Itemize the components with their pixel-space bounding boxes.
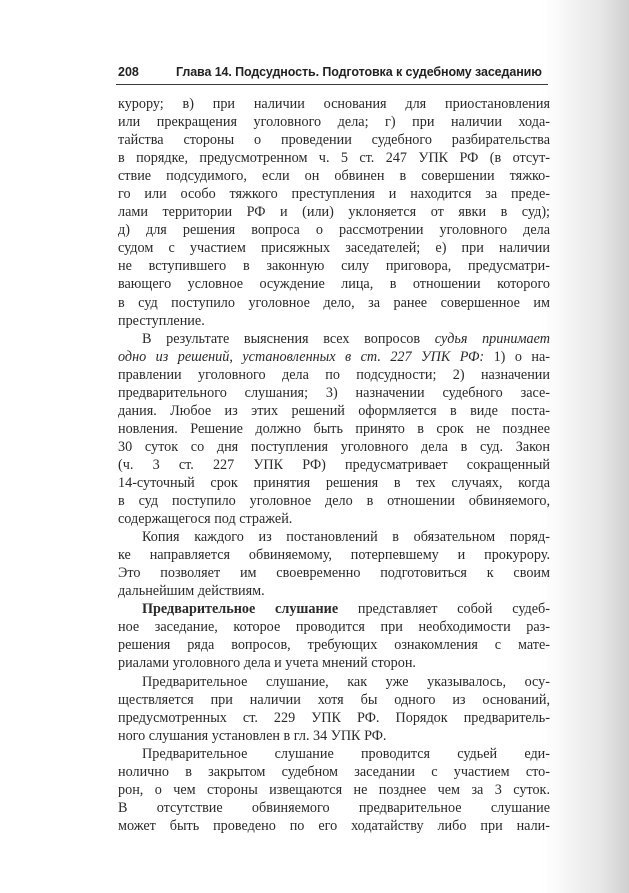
bold-term: Предварительное слушание	[142, 601, 339, 618]
text-line: лами территории РФ и (или) уклоняется от явки в суд);	[118, 204, 550, 221]
text-line: 30 суток со дня поступления уголовного дела в суд. Закон	[118, 438, 550, 455]
text-line: ного слушания установлен в гл. 34 УПК РФ.	[118, 727, 387, 744]
page-edge-shadow	[559, 0, 629, 893]
text-line: в суд поступило уголовное дело в отношении обвиняемого,	[118, 493, 550, 510]
text-line: дания. Любое из этих решений оформляется в виде поста-	[118, 402, 550, 419]
page-header	[116, 62, 548, 85]
text-run: представляет собой судеб-	[357, 601, 550, 618]
text-line: в суд поступило уголовное дело, за ранее совершенное им	[118, 294, 550, 311]
text-line: ществляется при наличии хотя бы одного из оснований,	[118, 691, 550, 708]
text-line: новления. Решение должно быть принято в срок не позднее	[118, 420, 550, 437]
text-line	[118, 330, 550, 348]
emphasis-text: судья принимает	[434, 330, 551, 347]
text-run: В результате выяснения всех вопросов	[142, 330, 421, 347]
text-run: 1) о на-	[493, 348, 550, 365]
text-line: правлении уголовного дела по подсудности; 2) назначении	[118, 366, 550, 383]
body-text	[118, 95, 550, 835]
text-line: В отсутствие обвиняемого предварительное слушание	[118, 799, 550, 816]
text-line: ствие подсудимого, если он обвинен в совершении тяжко-	[118, 168, 550, 185]
text-line: Копия каждого из постановлений в обязательном поряд-	[142, 529, 550, 546]
text-line: предварительного слушания; 3) назначении судебного засе-	[118, 384, 550, 401]
text-line: дальнейшим действиям.	[118, 583, 265, 600]
text-line: (ч. 3 ст. 227 УПК РФ) предусматривает сокращенный	[118, 456, 550, 473]
text-line: нолично в закрытом судебном заседании с участием сто-	[118, 763, 550, 780]
text-line: го или особо тяжкого преступления и находится за преде-	[118, 186, 550, 203]
text-line: не вступившего в законную силу приговора, предусматри-	[118, 258, 550, 275]
page-number: 208	[118, 65, 139, 79]
text-line: тайства стороны о проведении судебного разбирательства	[118, 132, 550, 149]
text-line: или прекращения уголовного дела; г) при наличии хода-	[118, 114, 550, 131]
text-line: рон, о чем стороны извещаются не позднее чем за 3 суток.	[118, 781, 550, 798]
text-line: Предварительное слушание проводится судьей еди-	[142, 745, 550, 762]
running-title: Глава 14. Подсудность. Подготовка к судебному заседанию	[176, 65, 542, 79]
text-line: судом с участием присяжных заседателей; е) при наличии	[118, 240, 550, 257]
text-line: вающего условное осуждение лица, в отношении которого	[118, 276, 550, 293]
text-line: риалами уголовного дела и учета мнений сторон.	[118, 655, 416, 672]
text-line: в порядке, предусмотренном ч. 5 ст. 247 УПК РФ (в отсут-	[118, 150, 550, 167]
text-line: решения ряда вопросов, требующих ознакомления с мате-	[118, 637, 550, 654]
text-line: ное заседание, которое проводится при необходимости раз-	[118, 619, 550, 636]
text-line	[118, 600, 550, 618]
text-line: Предварительное слушание, как уже указывалось, осу-	[142, 673, 550, 690]
text-line: курору; в) при наличии основания для приостановления	[118, 96, 550, 112]
text-line: Это позволяет им своевременно подготовиться к своим	[118, 565, 550, 582]
emphasis-text: одно из решений, установленных в ст. 227 УПК РФ:	[118, 348, 485, 365]
text-line: преступление.	[118, 312, 205, 329]
text-line: предусмотренных ст. 229 УПК РФ. Порядок предваритель-	[118, 709, 550, 726]
text-line: может быть проведено по его ходатайству либо при нали-	[118, 817, 550, 834]
text-line	[118, 348, 550, 366]
text-line: содержащегося под стражей.	[118, 511, 293, 528]
text-line: 14-суточный срок принятия решения в тех случаях, когда	[118, 474, 550, 491]
text-line: д) для решения вопроса о рассмотрении уголовного дела	[118, 222, 550, 239]
text-line: ке направляется обвиняемому, потерпевшему и прокурору.	[118, 547, 550, 564]
